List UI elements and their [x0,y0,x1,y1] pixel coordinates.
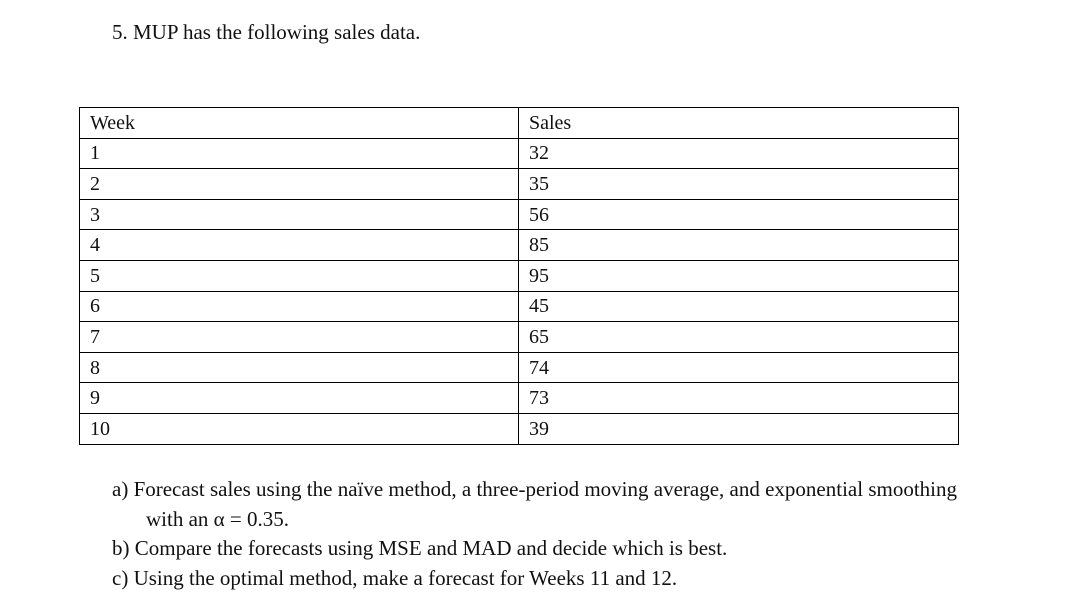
week-cell: 2 [80,169,519,200]
table-row [80,260,959,291]
column-header-sales: Sales [519,108,959,139]
week-cell: 4 [80,230,519,261]
table-row [80,413,959,444]
week-cell: 5 [80,260,519,291]
table-row [80,322,959,353]
week-cell: 6 [80,291,519,322]
sales-cell: 32 [519,138,959,169]
sales-cell: 56 [519,199,959,230]
table-row [80,352,959,383]
week-cell: 7 [80,322,519,353]
week-cell: 9 [80,383,519,414]
sales-cell: 39 [519,413,959,444]
sales-cell: 35 [519,169,959,200]
table-row [80,169,959,200]
question-b: b) Compare the forecasts using MSE and MAD and decide which is best. [112,536,728,560]
sales-table [79,107,959,445]
table-row [80,383,959,414]
week-cell: 8 [80,352,519,383]
sales-cell: 45 [519,291,959,322]
question-a-line-1: a) Forecast sales using the naïve method, a three-period moving average, and exponential smoothing [112,477,957,501]
week-cell: 3 [80,199,519,230]
sales-cell: 73 [519,383,959,414]
sales-cell: 65 [519,322,959,353]
sales-cell: 74 [519,352,959,383]
question-c: c) Using the optimal method, make a forecast for Weeks 11 and 12. [112,565,678,590]
question-list [112,475,1012,593]
week-cell: 1 [80,138,519,169]
week-cell: 10 [80,413,519,444]
sales-cell: 95 [519,260,959,291]
table-row [80,138,959,169]
table-row [80,199,959,230]
table-row [80,230,959,261]
problem-title: 5. MUP has the following sales data. [112,20,421,44]
column-header-week: Week [80,108,519,139]
sales-cell: 85 [519,230,959,261]
table-header-row [80,108,959,139]
question-a-line-2: with an α = 0.35. [146,506,290,531]
table-row [80,291,959,322]
